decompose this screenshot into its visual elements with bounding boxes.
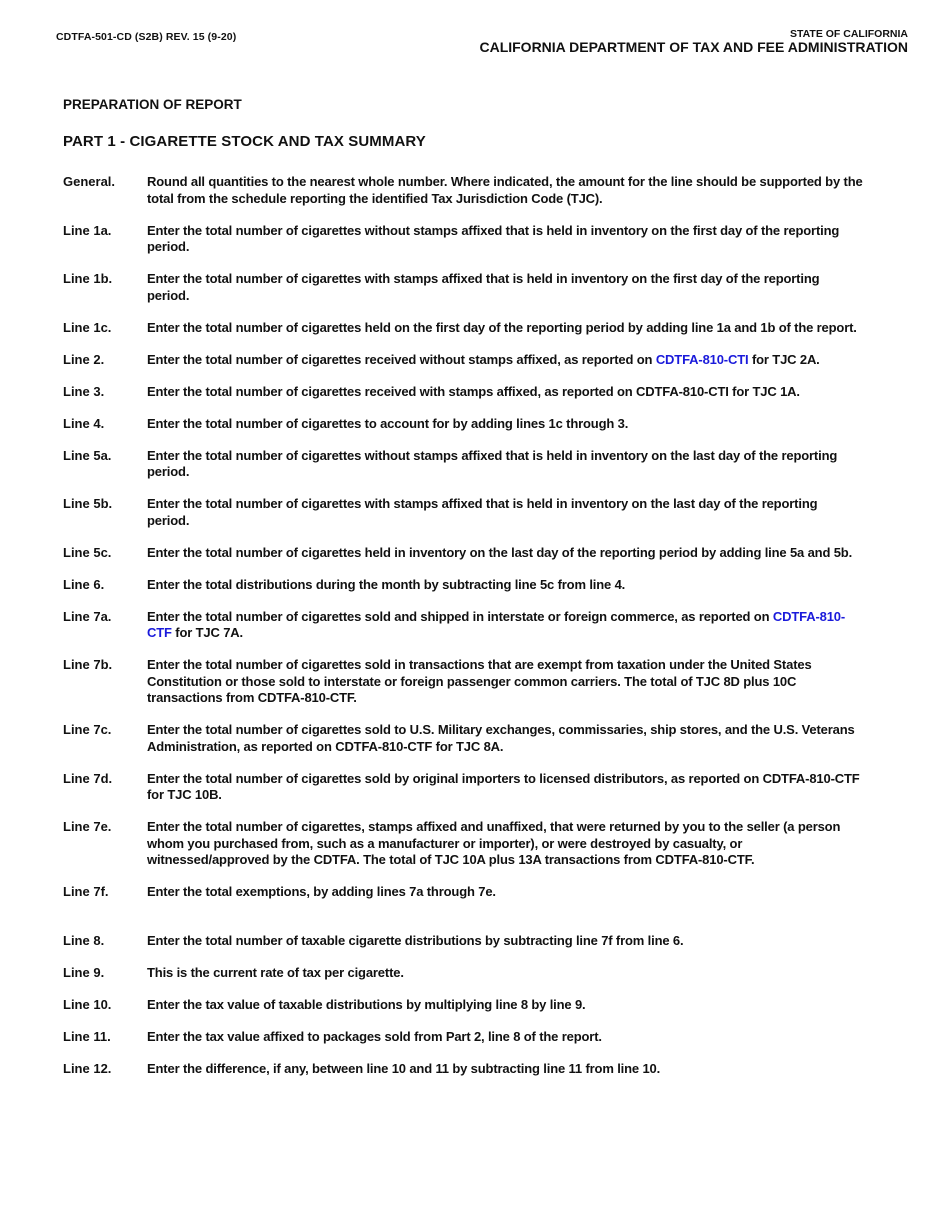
instruction-row	[63, 448, 863, 481]
line-label: Line 5c.	[63, 544, 112, 560]
instruction-row	[63, 545, 863, 562]
instruction-lines	[63, 174, 863, 1093]
cdtfa-810-cti-link[interactable]: CDTFA-810-CTI	[655, 351, 749, 367]
instruction-row	[63, 416, 863, 433]
line-label: Line 5b.	[63, 496, 113, 511]
instruction-row	[63, 384, 863, 401]
line-label: Line 1b.	[63, 271, 113, 286]
line-text-before: Enter the total number of cigarettes received without stamps affixed, as reported on	[147, 351, 656, 367]
line-text: Enter the total distributions during the month by subtracting line 5c from line 4.	[147, 576, 626, 592]
line-label: Line 7b.	[63, 657, 113, 672]
line-label: Line 4.	[63, 415, 105, 431]
line-text: Enter the total number of taxable cigarette distributions by subtracting line 7f from line 6.	[147, 932, 684, 948]
line-label: Line 7c.	[63, 722, 112, 737]
line-label: Line 1c.	[63, 319, 112, 335]
line-label: Line 6.	[63, 576, 105, 592]
line-text: This is the current rate of tax per cigarette.	[147, 964, 404, 980]
line-text: Enter the total number of cigarettes held in inventory on the last day of the reporting period by adding line 5a and 5b.	[147, 544, 853, 560]
instruction-row	[63, 819, 863, 869]
line-label: Line 10.	[63, 996, 112, 1012]
line-text-after: for TJC 2A.	[748, 351, 820, 367]
state-label: STATE OF CALIFORNIA	[789, 28, 908, 40]
instruction-row	[63, 965, 863, 982]
line-text: Enter the total number of cigarettes, stamps affixed and unaffixed, that were returned by you to the seller (a person whom you purchased from, such as a manufacturer or importer), or were destroyed by casualty, or witnessed/approved by the CDTFA. The total of TJC 10A plus 13A transactions from CDTFA-810-CTF.	[147, 819, 841, 867]
instruction-row	[63, 174, 863, 207]
agency-header	[479, 29, 908, 55]
line-text: Enter the total number of cigarettes without stamps affixed that is held in inventory on the last day of the reporting period.	[147, 447, 838, 479]
line-text: Enter the total number of cigarettes sold in transactions that are exempt from taxation under the United States Constitution or those sold to interstate or foreign passenger common carriers. The total of TJC 8D plus 10C transactions from CDTFA-810-CTF.	[147, 657, 812, 705]
part-title: PART 1 - CIGARETTE STOCK AND TAX SUMMARY	[63, 133, 426, 150]
line-text-after: for TJC 7A.	[171, 625, 243, 640]
department-name: CALIFORNIA DEPARTMENT OF TAX AND FEE ADMINISTRATION	[479, 39, 908, 55]
instruction-row	[63, 884, 863, 901]
line-text: Enter the total number of cigarettes sold by original importers to licensed distributors, as reported on CDTFA-810-CTF for TJC 10B.	[147, 770, 860, 802]
section-title: PREPARATION OF REPORT	[63, 97, 242, 112]
instruction-row	[63, 722, 863, 755]
line-label: Line 2.	[63, 351, 105, 367]
instruction-row	[63, 320, 863, 337]
line-text: Enter the difference, if any, between line 10 and 11 by subtracting line 11 from line 10.	[147, 1060, 661, 1076]
line-label: Line 3.	[63, 383, 105, 399]
line-label: Line 8.	[63, 932, 105, 948]
line-label: Line 9.	[63, 964, 105, 980]
line-text: Enter the total number of cigarettes with stamps affixed that is held in inventory on the last day of the reporting period.	[147, 496, 818, 528]
line-label: Line 7a.	[63, 608, 112, 624]
line-text-before: Enter the total number of cigarettes sold and shipped in interstate or foreign commerce, as reported on	[147, 608, 773, 624]
line-text: Enter the total number of cigarettes without stamps affixed that is held in inventory on the first day of the reporting period.	[147, 222, 840, 254]
line-label: General.	[63, 174, 116, 189]
line-label: Line 12.	[63, 1060, 112, 1076]
instruction-row	[63, 352, 863, 369]
line-label: Line 7f.	[63, 884, 109, 899]
line-label: Line 7d.	[63, 770, 113, 786]
line-text: Enter the tax value affixed to packages sold from Part 2, line 8 of the report.	[147, 1028, 602, 1044]
form-id: CDTFA-501-CD (S2B) REV. 15 (9-20)	[56, 31, 237, 43]
line-text: Enter the tax value of taxable distributions by multiplying line 8 by line 9.	[147, 996, 586, 1012]
instruction-row	[63, 609, 863, 642]
line-label: Line 5a.	[63, 447, 112, 463]
instruction-row	[63, 1061, 863, 1078]
line-text: Enter the total number of cigarettes received with stamps affixed, as reported on CDTFA-810-CTI for TJC 1A.	[147, 383, 800, 399]
line-text: Enter the total number of cigarettes with stamps affixed that is held in inventory on the first day of the reporting period.	[147, 271, 820, 303]
instruction-row	[63, 496, 863, 529]
instruction-row	[63, 771, 863, 804]
line-text	[147, 609, 863, 642]
line-label: Line 11.	[63, 1028, 111, 1044]
line-text: Enter the total number of cigarettes held on the first day of the reporting period by adding line 1a and 1b of the report.	[147, 319, 857, 335]
line-text: Enter the total number of cigarettes to account for by adding lines 1c through 3.	[147, 415, 629, 431]
instruction-row	[63, 577, 863, 594]
line-text: Round all quantities to the nearest whole number. Where indicated, the amount for the line should be supported by the total from the schedule reporting the identified Tax Jurisdiction Code (TJC).	[147, 174, 863, 206]
line-text: Enter the total exemptions, by adding lines 7a through 7e.	[147, 884, 496, 899]
instruction-row	[63, 933, 863, 950]
instruction-row	[63, 271, 863, 304]
line-label: Line 1a.	[63, 222, 112, 238]
instruction-row	[63, 223, 863, 256]
line-label: Line 7e.	[63, 819, 112, 834]
instruction-row	[63, 657, 863, 707]
cdtfa-810-ctf-link[interactable]: CDTFA-810-CTF	[147, 608, 846, 640]
instruction-row	[63, 1029, 863, 1046]
line-text: Enter the total number of cigarettes sold to U.S. Military exchanges, commissaries, ship stores, and the U.S. Veterans Administration, as reported on CDTFA-810-CTF for TJC 8A.	[147, 722, 855, 754]
line-text	[147, 352, 863, 369]
instruction-row	[63, 997, 863, 1014]
